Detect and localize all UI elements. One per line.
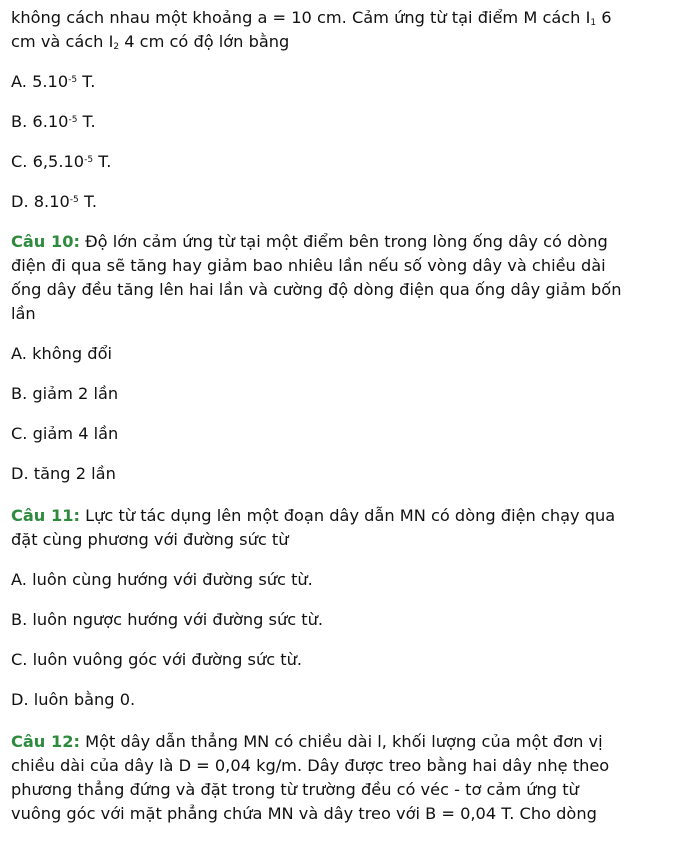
q11-option-d: D. luôn bằng 0. (11, 690, 136, 709)
q10-option-d: D. tăng 2 lần (11, 464, 116, 483)
q9-stem-line1: không cách nhau một khoảng a = 10 cm. Cảm ứng từ tại điểm M cách $I_1$ 6 (11, 8, 612, 28)
q11-option-a: A. luôn cùng hướng với đường sức từ. (11, 570, 313, 589)
q10-option-c: C. giảm 4 lần (11, 424, 119, 443)
q10-option-b: B. giảm 2 lần (11, 384, 119, 403)
q10-text: Độ lớn cảm ứng từ tại một điểm bên trong lòng ống dây có dòng điện đi qua sẽ tăng hay giảm bao nhiêu lần nếu số vòng dây và chiều dài ống dây đều tăng lên hai lần và cường độ dòng điện qua ống dây giảm bốn lần (11, 232, 622, 323)
q9-option-d: D. $8.10^{-5}$ T. (11, 192, 98, 211)
q9-option-c: C. $6,5.10^{-5}$ T. (11, 152, 112, 171)
q11-option-c: C. luôn vuông góc với đường sức từ. (11, 650, 303, 669)
q11-text: Lực từ tác dụng lên một đoạn dây dẫn MN có dòng điện chạy qua đặt cùng phương với đường sức từ (11, 506, 616, 549)
q10-stem (11, 230, 633, 326)
q9-stem-line2: cm và cách $I_2$ 4 cm có độ lớn bằng (11, 32, 290, 52)
q9-option-b: B. $6.10^{-5}$ T. (11, 112, 96, 131)
q12-stem (11, 730, 633, 826)
q11-option-b: B. luôn ngược hướng với đường sức từ. (11, 610, 324, 629)
q12-label: Câu 12: (11, 732, 80, 751)
q10-option-a: A. không đổi (11, 344, 112, 363)
q12-text: Một dây dẫn thẳng MN có chiều dài l, khối lượng của một đơn vị chiều dài của dây là D = 0,04 kg/m. Dây được treo bằng hai dây nhẹ theo phương thẳng đứng và đặt trong từ trường đều có véc - tơ cảm ứng từ vuông góc với mặt phẳng chứa MN và dây treo với B = 0,04 T. Cho dòng (11, 732, 610, 823)
q11-stem (11, 504, 633, 552)
q9-option-a: A. $5.10^{-5}$ T. (11, 72, 96, 91)
q10-label: Câu 10: (11, 232, 80, 251)
q11-label: Câu 11: (11, 506, 80, 525)
